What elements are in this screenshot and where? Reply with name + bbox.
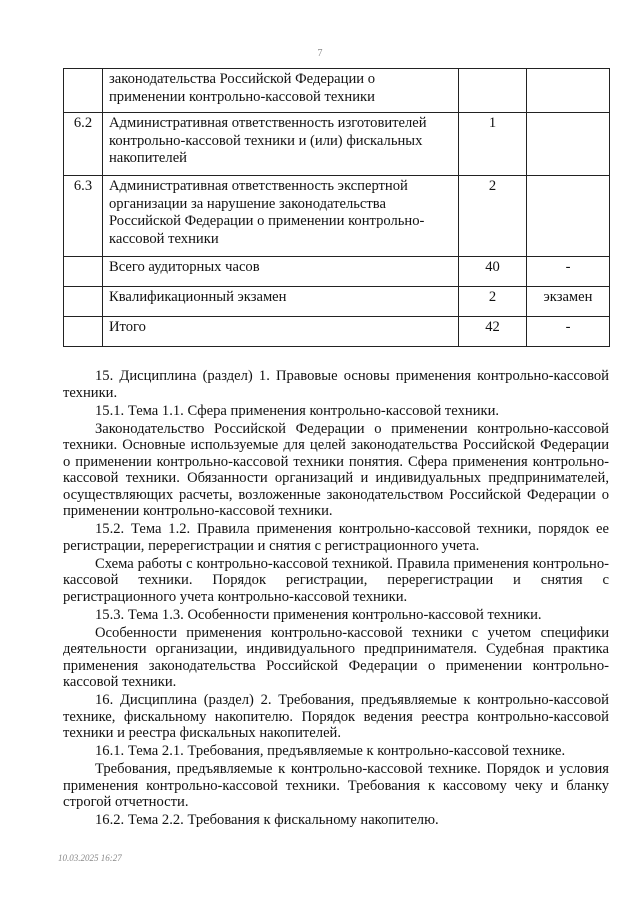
table-row <box>64 69 610 113</box>
topic-name-cell: Квалификационный экзамен <box>103 287 459 317</box>
topic-heading: 16.1. Тема 2.1. Требования, предъявляемые к контрольно-кассовой технике. <box>95 743 566 759</box>
hours-cell: 2 <box>459 287 527 317</box>
hours-cell: 1 <box>459 113 527 176</box>
topic-description: Схема работы с контрольно-кассовой техникой. Правила применения контрольно-кассовой техники. Порядок регистрации, перерегистрации и снятия с регистрационного учета контрольно-кассовой техники. <box>63 555 609 605</box>
course-hours-table <box>63 68 610 347</box>
control-form-cell <box>527 69 610 113</box>
control-form-cell: - <box>527 257 610 287</box>
topic-description: Требования, предъявляемые к контрольно-кассовой технике. Порядок и условия применения контрольно-кассовой техники. Требования к кассовому чеку и бланку строгой отчетности. <box>63 761 609 810</box>
row-number-cell: 6.3 <box>64 176 103 257</box>
control-form-cell <box>527 113 610 176</box>
topic-name-cell: Административная ответственность изготовителей контрольно-кассовой техники и (или) фискальных накопителей <box>103 113 459 176</box>
hours-cell: 42 <box>459 317 527 347</box>
row-number-cell <box>64 317 103 347</box>
row-number-cell <box>64 287 103 317</box>
topic-description: Особенности применения контрольно-кассовой техники с учетом специфики деятельности организации, индивидуального предпринимателя. Судебная практика применения законодательства Российской Федерации о применении контрольно-кассовой техники. <box>63 624 609 690</box>
page-number: 7 <box>317 48 323 59</box>
program-content-text <box>63 368 609 830</box>
row-number-cell <box>64 257 103 287</box>
topic-name-cell: Итого <box>103 317 459 347</box>
table-row <box>64 113 610 176</box>
table-row <box>64 257 610 287</box>
row-number-cell: 6.2 <box>64 113 103 176</box>
topic-heading: 15.2. Тема 1.2. Правила применения контрольно-кассовой техники, порядок ее регистрации, перерегистрации и снятия с регистрационного учета. <box>63 521 609 554</box>
document-footer <box>58 853 122 864</box>
section-heading: 16. Дисциплина (раздел) 2. Требования, предъявляемые к контрольно-кассовой технике, фискальному накопителю. Порядок ведения реестра контрольно-кассовой техники и реестра фискальных накопителей. <box>63 692 609 741</box>
topic-description: Законодательство Российской Федерации о применении контрольно-кассовой техники. Основные используемые для целей законодательства Российской Федерации о применении контрольно-кассовой техники понятия. Сфера применения контрольно-кассовой техники. Обязанности организаций и индивидуальных предпринимателей, осуществляющих расчеты, возложенные законодательством Российской Федерации о применении контрольно-кассовой техники. <box>63 420 609 519</box>
topic-name-cell: Административная ответственность экспертной организации за нарушение законодательства Российской Федерации о применении контрольно-кассовой техники <box>103 176 459 257</box>
topic-name-cell: законодательства Российской Федерации о применении контрольно-кассовой техники <box>103 69 459 113</box>
hours-cell <box>459 69 527 113</box>
section-heading: 15. Дисциплина (раздел) 1. Правовые основы применения контрольно-кассовой техники. <box>63 368 609 401</box>
topic-heading: 15.3. Тема 1.3. Особенности применения контрольно-кассовой техники. <box>95 606 542 623</box>
topic-name-cell: Всего аудиторных часов <box>103 257 459 287</box>
hours-cell: 2 <box>459 176 527 257</box>
topic-heading: 16.2. Тема 2.2. Требования к фискальному накопителю. <box>95 812 439 828</box>
control-form-cell: - <box>527 317 610 347</box>
hours-cell: 40 <box>459 257 527 287</box>
row-number-cell <box>64 69 103 113</box>
control-form-cell: экзамен <box>527 287 610 317</box>
footer-timestamp: 10.03.2025 16:27 <box>58 853 122 863</box>
control-form-cell <box>527 176 610 257</box>
table-row <box>64 287 610 317</box>
table-row <box>64 176 610 257</box>
topic-heading: 15.1. Тема 1.1. Сфера применения контрольно-кассовой техники. <box>95 402 500 419</box>
table-row <box>64 317 610 347</box>
